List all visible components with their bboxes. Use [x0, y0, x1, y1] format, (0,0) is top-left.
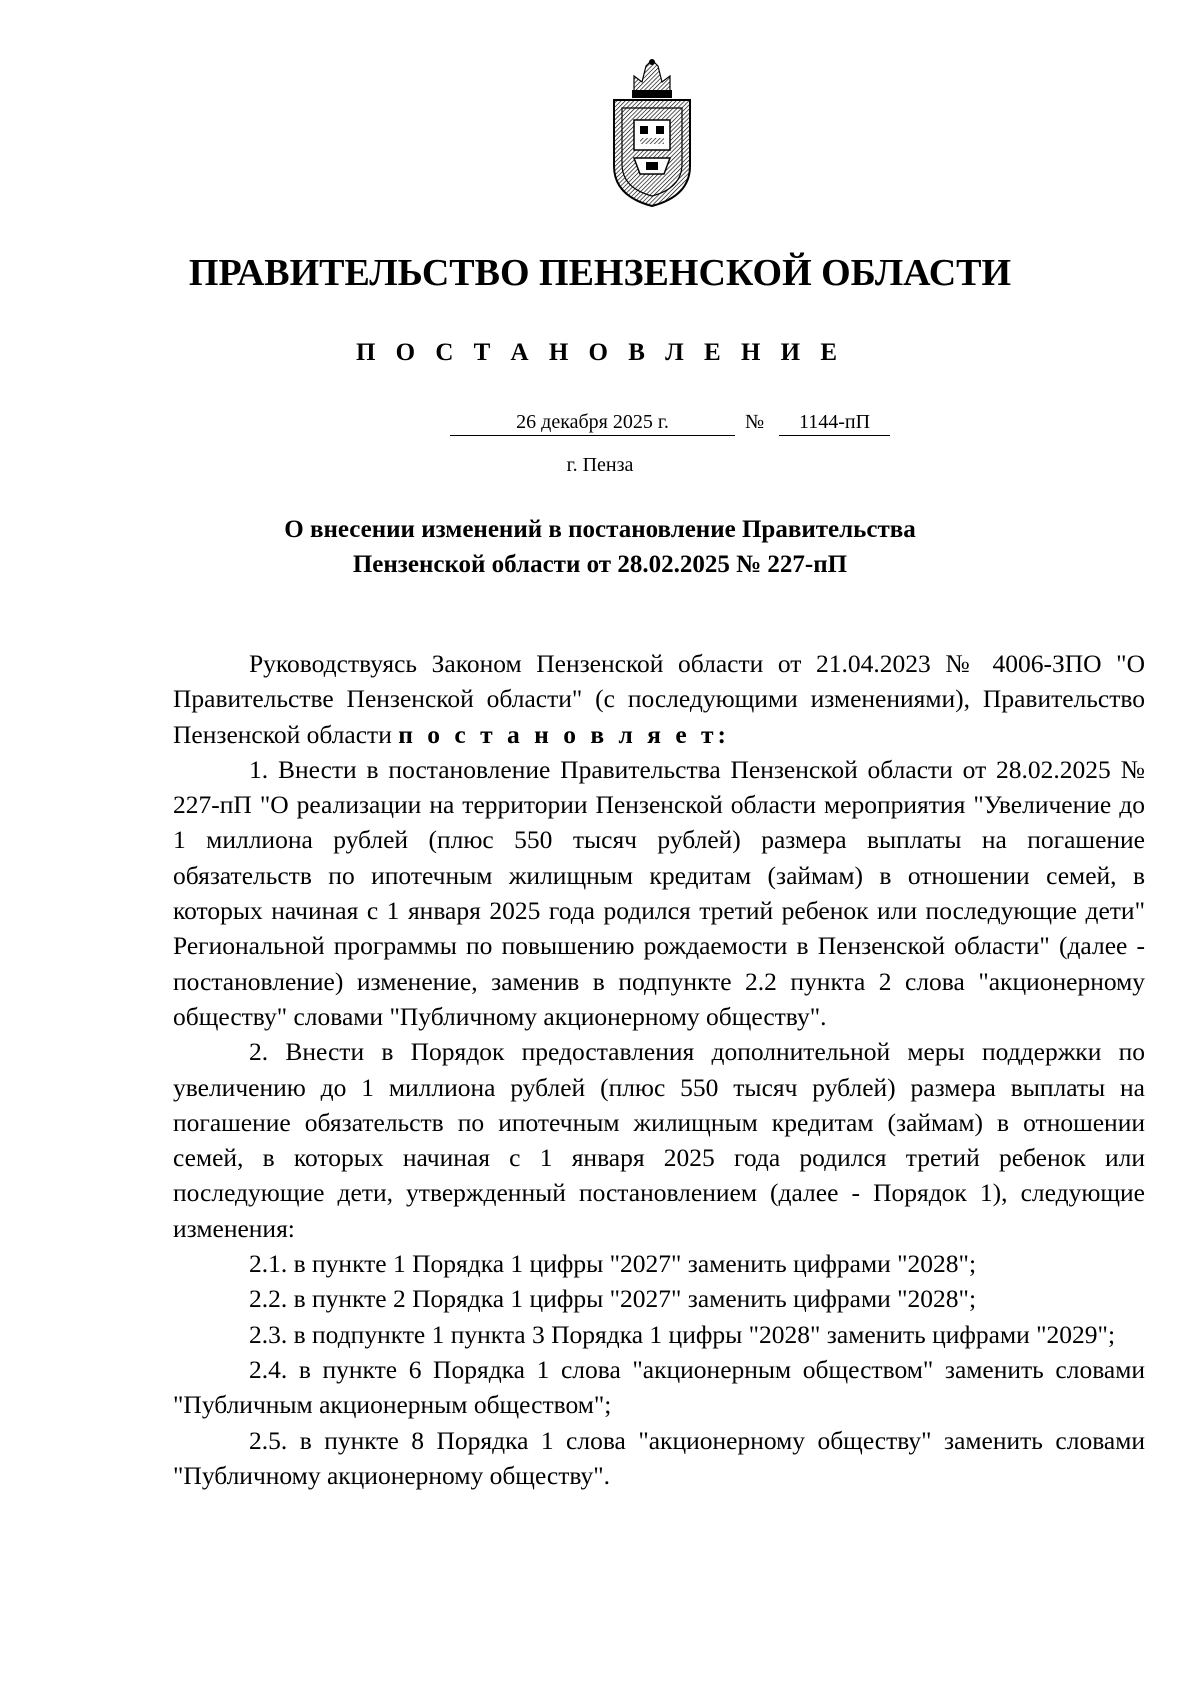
document-date: 26 декабря 2025 г. — [450, 409, 735, 436]
paragraph-2-4: 2.4. в пункте 6 Порядка 1 слова "акционерным обществом" заменить словами "Публичным акционерным обществом"; — [173, 1354, 1145, 1420]
paragraph-2-3: 2.3. в подпункте 1 пункта 3 Порядка 1 цифры "2028" заменить цифрами "2029"; — [249, 1319, 1116, 1349]
number-sign: № — [745, 411, 765, 433]
intro-emphasis: п о с т а н о в л я е т: — [398, 719, 731, 749]
government-title: ПРАВИТЕЛЬСТВО ПЕНЗЕНСКОЙ ОБЛАСТИ — [188, 252, 1012, 294]
paragraph-2-5: 2.5. в пункте 8 Порядка 1 слова "акционерному обществу" заменить словами "Публичному акционерному обществу". — [173, 1425, 1145, 1490]
paragraph-2: 2. Внести в Порядок предоставления дополнительной меры поддержки по увеличению до 1 миллиона рублей (плюс 550 тысяч рублей) размера выплаты на погашение обязательств по ипотечным жилищным кредитам (займам) в отношении семей, в которых начиная с 1 января 2025 года родился третий ребенок или последующие дети, утвержденный постановлением (далее - Порядок 1), следующие изменения: — [173, 1037, 1145, 1243]
subject-line-1: О внесении изменений в постановление Правительства — [284, 516, 916, 543]
document-type: П О С Т А Н О В Л Е Н И Е — [355, 339, 845, 366]
document-number: 1144-пП — [779, 409, 890, 436]
coat-of-arms-icon — [604, 58, 700, 208]
subject-line-2: Пензенской области от 28.02.2025 № 227-пП — [352, 551, 848, 578]
paragraph-intro — [173, 646, 1145, 752]
city: г. Пенза — [566, 454, 634, 476]
paragraph-1: 1. Внести в постановление Правительства Пензенской области от 28.02.2025 № 227-пП "О реализации на территории Пензенской области мероприятия "Увеличение до 1 миллиона рублей (плюс 550 тысяч рублей) размера выплаты на погашение обязательств по ипотечным жилищным кредитам (займам) в отношении семей, в которых начиная с 1 января 2025 года родился третий ребенок или последующие дети" Региональной программы по повышению рождаемости в Пензенской области" (далее - постановление) изменение, заменив в подпункте 2.2 пункта 2 слова "акционерному обществу" словами "Публичному акционерному обществу". — [173, 754, 1145, 1031]
document-subject — [0, 512, 1200, 582]
intro-text: Руководствуясь Законом Пензенской области от 21.04.2023 № 4006-ЗПО "О Правительстве Пензенской области" (с последующими изменениями), Правительство Пензенской области — [173, 649, 1145, 749]
paragraph-2-1: 2.1. в пункте 1 Порядка 1 цифры "2027" заменить цифрами "2028"; — [249, 1249, 977, 1279]
document-body — [173, 646, 1145, 1493]
paragraph-2-2: 2.2. в пункте 2 Порядка 1 цифры "2027" заменить цифрами "2028"; — [249, 1284, 977, 1314]
